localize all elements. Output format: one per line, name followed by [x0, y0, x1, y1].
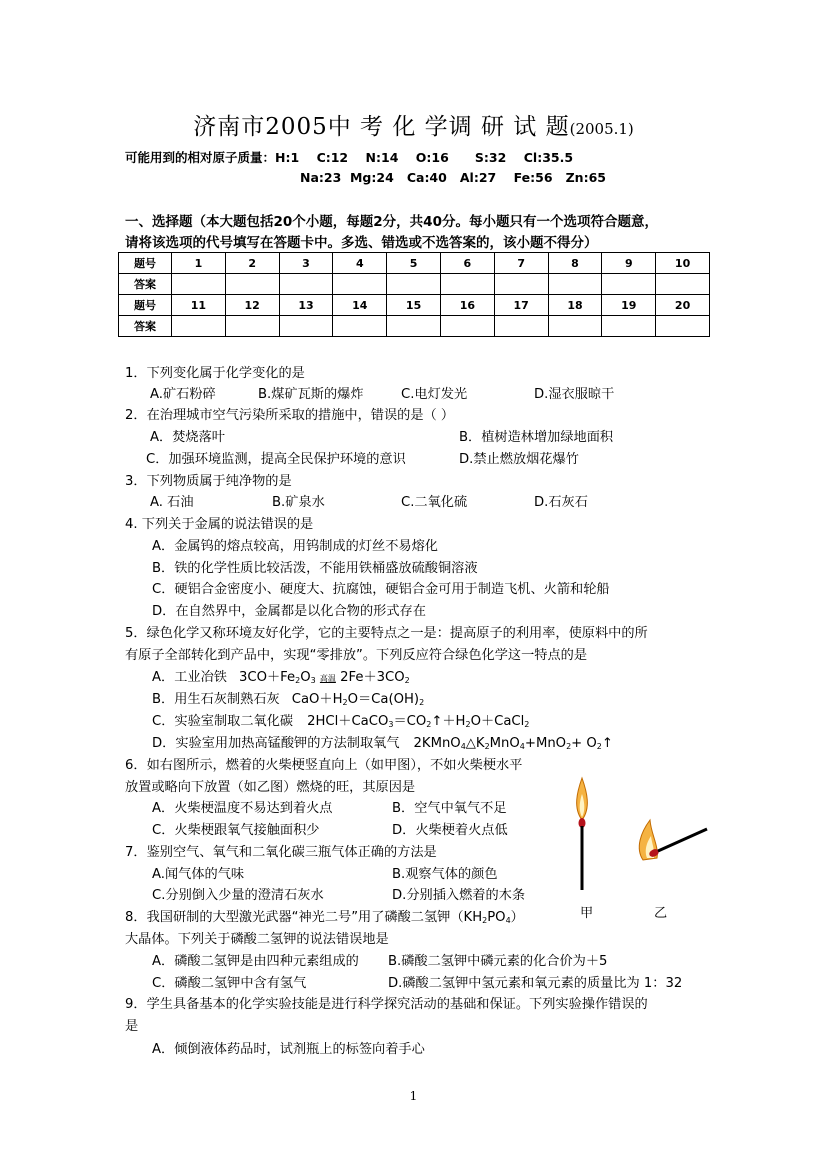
question-5-line2: 有原子全部转化到产品中，实现“零排放”。下列反应符合绿色化学这一特点的是 [125, 648, 588, 663]
table-cell: 17 [494, 295, 548, 316]
question-8-text: 8．我国研制的大型激光武器“神光二号”用了磷酸二氢钾（KH [125, 910, 483, 925]
table-cell: 6 [440, 253, 494, 274]
table-cell: 13 [279, 295, 333, 316]
q1-option-c: C.电灯发光 [401, 387, 468, 402]
q5-equation-c: $2HCl+CaCO_3=CO_2↑+H_2O+CaCl_2$ [307, 714, 530, 729]
figure-label-jia: 甲 [580, 906, 594, 921]
answer-cell[interactable] [440, 316, 494, 337]
table-cell: 7 [494, 253, 548, 274]
q5-option-b-label: B．用生石灰制熟石灰 [152, 692, 280, 707]
table-cell: 5 [387, 253, 441, 274]
table-label-answer: 答案 [119, 316, 172, 337]
question-4: 4. 下列关于金属的说法错误的是 [125, 517, 314, 532]
table-cell: 4 [333, 253, 387, 274]
q5-equation-a: $3CO+Fe_2O_3$ 高温 $2Fe+3CO_2$ [238, 670, 410, 685]
q6-option-c: C．火柴梗跟氧气接触面积少 [152, 823, 320, 838]
q5-option-a-label: A．工业冶铁 [152, 670, 227, 685]
answer-cell[interactable] [602, 316, 656, 337]
answer-cell[interactable] [494, 274, 548, 295]
answer-cell[interactable] [440, 274, 494, 295]
title-main: 济南市2005中 考 化 学调 研 试 题 [193, 114, 570, 140]
table-cell: 19 [602, 295, 656, 316]
answer-cell[interactable] [494, 316, 548, 337]
q5-option-d [152, 734, 613, 754]
q8-option-b: B.磷酸二氢钾中磷元素的化合价为＋5 [388, 954, 608, 969]
q1-option-d: D.湿衣服晾干 [534, 387, 615, 402]
title-date: (2005.1) [569, 120, 634, 138]
q7-option-a: A.闻气体的气味 [152, 867, 245, 882]
horizontal-match-icon [639, 820, 707, 860]
q8-option-c: C．磷酸二氢钾中含有氢气 [152, 976, 307, 991]
section-header-line2: 请将该选项的代号填写在答题卡中。多选、错选或不选答案的，该小题不得分） [125, 235, 598, 251]
page-title [0, 108, 827, 141]
question-6-line2: 放置或略向下放置（如乙图）燃烧的旺，其原因是 [125, 780, 416, 795]
table-label-answer: 答案 [119, 274, 172, 295]
q2-option-a: A．焚烧落叶 [150, 430, 225, 445]
answer-cell[interactable] [548, 316, 602, 337]
answer-cell[interactable] [172, 316, 226, 337]
q5-equation-b: $CaO+H_2O=Ca(OH)_2$ [291, 692, 425, 707]
q7-option-b: B.观察气体的颜色 [392, 867, 498, 882]
answer-cell[interactable] [548, 274, 602, 295]
page-number: 1 [409, 1089, 418, 1103]
table-cell: 9 [602, 253, 656, 274]
q2-option-b: B．植树造林增加绿地面积 [459, 430, 614, 445]
answer-cell[interactable] [602, 274, 656, 295]
answer-cell[interactable] [279, 316, 333, 337]
table-row [119, 316, 710, 337]
q5-option-a [152, 668, 410, 689]
q5-option-b [152, 690, 424, 710]
q1-option-a: A.矿石粉碎 [150, 387, 216, 402]
q4-option-b: B．铁的化学性质比较活泼，不能用铁桶盛放硫酸铜溶液 [152, 561, 478, 576]
table-cell: 11 [172, 295, 226, 316]
table-cell: 16 [440, 295, 494, 316]
table-row [119, 253, 710, 274]
question-1: 1．下列变化属于化学变化的是 [125, 366, 305, 381]
question-9-line1: 9．学生具备基本的化学实验技能是进行科学探究活动的基础和保证。下列实验操作错误的 [125, 997, 648, 1012]
atomic-mass-line1: 可能用到的相对原子质量：H:1 C:12 N:14 O:16 S:32 Cl:35.5 [125, 150, 574, 165]
answer-cell[interactable] [656, 274, 710, 295]
q9-option-a: A．倾倒液体药品时，试剂瓶上的标签向着手心 [152, 1042, 425, 1057]
answer-cell[interactable] [387, 316, 441, 337]
table-cell: 10 [656, 253, 710, 274]
q3-option-c: C.二氧化硫 [401, 495, 468, 510]
q5-option-c [152, 712, 529, 732]
q6-option-b: B．空气中氧气不足 [392, 801, 507, 816]
answer-cell[interactable] [225, 274, 279, 295]
question-7: 7．鉴别空气、氧气和二氧化碳三瓶气体正确的方法是 [125, 845, 437, 860]
question-3: 3．下列物质属于纯净物的是 [125, 474, 292, 489]
answer-table [118, 252, 710, 337]
table-cell: 15 [387, 295, 441, 316]
table-label-number: 题号 [119, 253, 172, 274]
q4-option-d: D．在自然界中，金属都是以化合物的形式存在 [152, 604, 426, 619]
answer-cell[interactable] [279, 274, 333, 295]
q2-option-c: C．加强环境监测，提高全民保护环境的意识 [146, 452, 406, 467]
question-9-line2: 是 [125, 1019, 139, 1034]
question-5-line1: 5．绿色化学又称环境友好化学，它的主要特点之一是：提高原子的利用率，使原料中的所 [125, 626, 648, 641]
atomic-mass-line2: Na:23 Mg:24 Ca:40 Al:27 Fe:56 Zn:65 [300, 170, 606, 185]
table-cell: 18 [548, 295, 602, 316]
q3-option-d: D.石灰石 [534, 495, 588, 510]
q6-option-a: A．火柴梗温度不易达到着火点 [152, 801, 333, 816]
q1-option-b: B.煤矿瓦斯的爆炸 [258, 387, 364, 402]
table-cell: 2 [225, 253, 279, 274]
q5-option-c-label: C．实验室制取二氧化碳 [152, 714, 294, 729]
answer-cell[interactable] [333, 274, 387, 295]
section-header-line1: 一、选择题（本大题包括20个小题，每题2分，共40分。每小题只有一个选项符合题意， [125, 214, 658, 230]
q7-option-c: C.分别倒入少量的澄清石灰水 [152, 888, 324, 903]
answer-cell[interactable] [656, 316, 710, 337]
q4-option-c: C．硬铝合金密度小、硬度大、抗腐蚀，硬铝合金可用于制造飞机、火箭和轮船 [152, 582, 610, 597]
table-cell: 8 [548, 253, 602, 274]
answer-cell[interactable] [225, 316, 279, 337]
q8-option-a: A．磷酸二氢钾是由四种元素组成的 [152, 954, 359, 969]
question-8-line2: 大晶体。下列关于磷酸二氢钾的说法错误地是 [125, 932, 389, 947]
q6-option-d: D．火柴梗着火点低 [392, 823, 508, 838]
match-figure [565, 770, 715, 920]
question-2: 2．在治理城市空气污染所采取的措施中，错误的是（ ） [125, 408, 455, 423]
answer-cell[interactable] [172, 274, 226, 295]
figure-label-yi: 乙 [654, 906, 668, 921]
q4-option-a: A．金属钨的熔点较高，用钨制成的灯丝不易熔化 [152, 539, 438, 554]
q2-option-d: D.禁止燃放烟花爆竹 [459, 452, 579, 467]
q3-option-a: A. 石油 [150, 495, 194, 510]
table-cell: 1 [172, 253, 226, 274]
table-row [119, 274, 710, 295]
q3-option-b: B.矿泉水 [272, 495, 325, 510]
table-cell: 20 [656, 295, 710, 316]
q5-equation-d: $2KMnO_4\triangle K_2MnO_4+MnO_2+$ $O_2↑$ [413, 736, 613, 751]
table-cell: 14 [333, 295, 387, 316]
q8-option-d: D.磷酸二氢钾中氢元素和氧元素的质量比为 1：32 [388, 976, 683, 991]
table-cell: 3 [279, 253, 333, 274]
table-cell: 12 [225, 295, 279, 316]
question-8-line1 [125, 908, 524, 928]
vertical-match-icon [577, 778, 588, 890]
answer-cell[interactable] [333, 316, 387, 337]
q8-formula: $_2PO_4$） [482, 910, 524, 925]
table-label-number: 题号 [119, 295, 172, 316]
q5-option-d-label: D．实验室用加热高锰酸钾的方法制取氧气 [152, 736, 400, 751]
question-6-line1: 6．如右图所示，燃着的火柴梗竖直向上（如甲图），不如火柴梗水平 [125, 758, 523, 773]
q7-option-d: D.分别插入燃着的木条 [392, 888, 526, 903]
table-row [119, 295, 710, 316]
answer-cell[interactable] [387, 274, 441, 295]
